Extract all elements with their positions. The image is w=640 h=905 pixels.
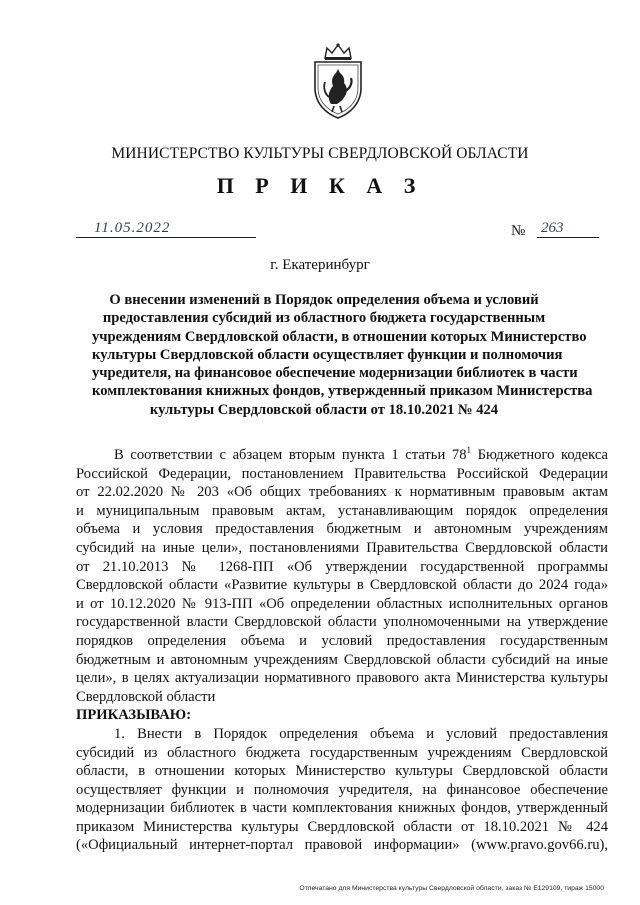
paragraph-line: государственной власти Свердловской области уполномоченными на утверждение [76, 614, 608, 631]
paragraph-line: 1. Внести в Порядок определения объема и условий предоставления [114, 725, 608, 742]
handwritten-date: 11.05.2022 [94, 220, 171, 236]
title-line: предоставления субсидий из областного бюджета государственным [102, 310, 546, 327]
title-line: культуры Свердловской области от 18.10.2021 № 424 [149, 401, 499, 418]
paragraph-line: Российской Федерации, постановлением Правительства Российской Федерации [76, 465, 608, 482]
decree-keyword: ПРИКАЗЫВАЮ: [76, 707, 192, 724]
paragraph-line: субсидий из областного бюджета государственным учреждениям Свердловской [76, 744, 608, 761]
paragraph-line: объема и условия предоставления бюджетным и автономным учреждениям [76, 521, 608, 538]
paragraph-line: области, в отношении которых Министерство культуры Свердловской области [76, 763, 608, 780]
paragraph-line: осуществляет функции и полномочия учредителя, на финансовое обеспечение [76, 781, 608, 798]
title-line: О внесении изменений в Порядок определения объема и условий [109, 292, 539, 308]
printing-note: Отпечатано для Министерства культуры Свердловской области, заказ № Е129109, тираж 15000 [299, 885, 604, 892]
paragraph-line: бюджетным и автономным учреждениям Свердловской области субсидий на иные [76, 651, 608, 668]
paragraph-line: субсидий на иные цели», постановлениями Правительства Свердловской области [76, 539, 608, 556]
document-type-heading: П Р И К А З [216, 173, 424, 198]
paragraph-line: от 21.10.2013 № 1268-ПП «Об утверждении государственной программы [76, 558, 608, 575]
paragraph-line: цели», в целях актуализации нормативного правового акта Министерства культуры [76, 670, 608, 687]
title-line: учредителя, на финансовое обеспечение модернизации библиотек в части [92, 365, 578, 382]
paragraph-text: Бюджетного кодекса [471, 447, 608, 463]
title-line: учреждениям Свердловской области, в отношении которых Министерство [92, 328, 587, 345]
superscript: 1 [466, 445, 471, 456]
paragraph-line: («Официальный интернет-портал правовой информации» (www.pravo.gov66.ru), [76, 837, 608, 854]
paragraph-line: и от 10.12.2020 № 913-ПП «Об определении областных исполнительных органов [76, 595, 608, 612]
coat-of-arms-emblem [307, 42, 369, 120]
paragraph-line: Свердловской области [76, 688, 216, 705]
paragraph-line: порядков определения объема и условий предоставления государственным [76, 632, 608, 649]
paragraph-text: В соответствии с абзацем вторым пункта 1 статьи 78 [114, 447, 467, 463]
paragraph-line: Свердловской области «Развитие культуры в Свердловской области до 2024 года» [76, 577, 608, 594]
handwritten-number: 263 [541, 220, 564, 236]
paragraph-line [76, 446, 608, 465]
decree-body [76, 446, 608, 855]
paragraph-line: и муниципальным правовым актам, устанавливающим порядок определения [76, 502, 608, 519]
title-line: культуры Свердловской области осуществляет функции и полномочия [92, 346, 563, 363]
ministry-name: МИНИСТЕРСТВО КУЛЬТУРЫ СВЕРДЛОВСКОЙ ОБЛАСТИ [111, 145, 529, 162]
paragraph-line: модернизации библиотек в части комплектования книжных фондов, утвержденный [76, 800, 608, 817]
paragraph-line: от 22.02.2020 № 203 «Об общих требованиях к нормативным правовым актам [76, 484, 608, 501]
city-line: г. Екатеринбург [270, 257, 370, 273]
date-field [76, 220, 256, 238]
number-field [537, 220, 599, 238]
title-line: комплектования книжных фондов, утвержденный приказом Министерства [92, 383, 593, 400]
paragraph-line: приказом Министерства культуры Свердловской области от 18.10.2021 № 424 [76, 818, 608, 835]
number-sign: № [511, 223, 526, 239]
decree-title [92, 291, 593, 419]
